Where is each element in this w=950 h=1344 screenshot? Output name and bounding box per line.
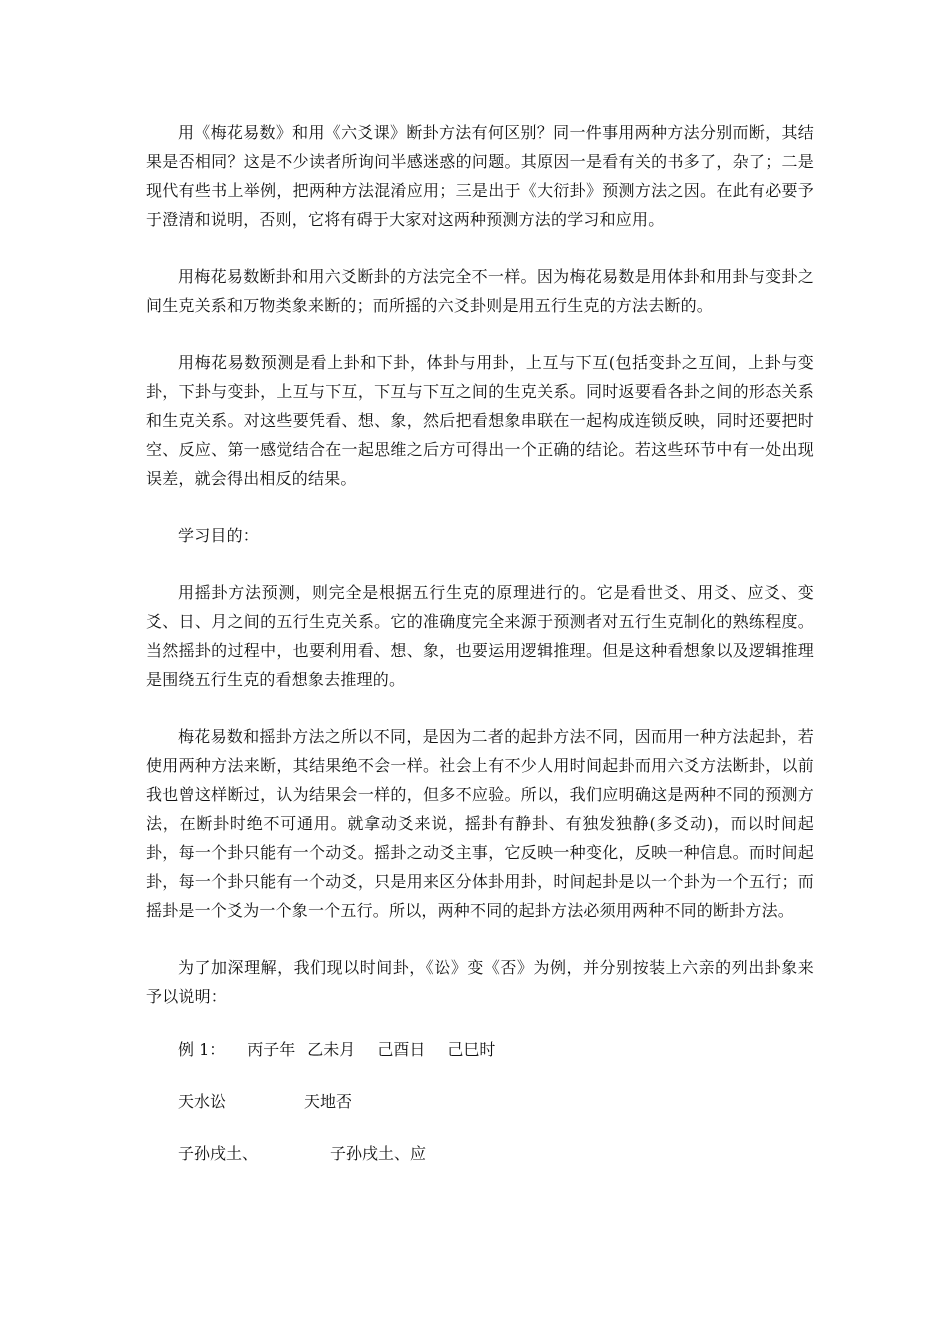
hexagram-original: 天水讼 [178,1092,227,1111]
hexagram-line-row [146,1139,814,1168]
hexagram-names-line [146,1087,814,1116]
line-original: 子孙戌土、 [178,1144,259,1163]
paragraph-meihua-method: 用梅花易数预测是看上卦和下卦，体卦与用卦，上互与下互(包括变卦之互间，上卦与变卦，下卦与变卦，上互与下互，下互与下互之间的生克关系。同时返要看各卦之间的形态关系和生克关系。对这些要凭看、想、象，然后把看想象串联在一起构成连锁反映，同时还要把时空、反应、第一感觉结合在一起思维之后方可得出一个正确的结论。若这些环节中有一处出现误差，就会得出相反的结果。 [146,353,814,488]
paragraph-yao-method: 用摇卦方法预测，则完全是根据五行生克的原理进行的。它是看世爻、用爻、应爻、变爻、日、月之间的五行生克关系。它的准确度完全来源于预测者对五行生克制化的熟练程度。当然摇卦的过程中，也要利用看、想、象，也要运用逻辑推理。但是这种看想象以及逻辑推理是围绕五行生克的看想象去推理的。 [146,583,814,689]
example-hour: 己巳时 [447,1040,496,1059]
paragraph-difference: 用梅花易数断卦和用六爻断卦的方法完全不一样。因为梅花易数是用体卦和用卦与变卦之间生克关系和万物类象来断的；而所摇的六爻卦则是用五行生克的方法去断的。 [146,267,814,315]
hexagram-changed: 天地否 [304,1092,353,1111]
example-day: 己酉日 [377,1040,426,1059]
paragraph-comparison: 梅花易数和摇卦方法之所以不同，是因为二者的起卦方法不同，因而用一种方法起卦，若使用两种方法来断，其结果绝不会一样。社会上有不少人用时间起卦而用六爻方法断卦，以前我也曾这样断过，认为结果会一样的，但多不应验。所以，我们应明确这是两种不同的预测方法，在断卦时绝不可通用。就拿动爻来说，摇卦有静卦、有独发独静(多爻动)，而以时间起卦，每一个卦只能有一个动爻。摇卦之动爻主事，它反映一种变化，反映一种信息。而时间起卦，每一个卦只能有一个动爻，只是用来区分体卦用卦，时间起卦是以一个卦为一个五行；而摇卦是一个爻为一个象一个五行。所以，两种不同的起卦方法必须用两种不同的断卦方法。 [146,727,814,920]
example-month: 乙未月 [307,1040,356,1059]
example-label: 例 1： [178,1040,226,1059]
paragraph-example-intro: 为了加深理解，我们现以时间卦，《讼》变《否》为例，并分别按装上六亲的列出卦象来予以说明： [146,958,814,1006]
line-changed: 子孙戌土、应 [330,1144,427,1163]
document-page [146,118,814,1168]
paragraph-intro: 用《梅花易数》和用《六爻课》断卦方法有何区别？同一件事用两种方法分别而断，其结果是否相同？这是不少读者所询问半感迷惑的问题。其原因一是看有关的书多了，杂了；二是现代有些书上举例，把两种方法混淆应用；三是出于《大衍卦》预测方法之因。在此有必要予于澄清和说明，否则，它将有碍于大家对这两种预测方法的学习和应用。 [146,123,814,229]
example-year: 丙子年 [247,1040,296,1059]
paragraph-study-purpose: 学习目的： [178,526,260,545]
example-date-line [146,1035,814,1064]
